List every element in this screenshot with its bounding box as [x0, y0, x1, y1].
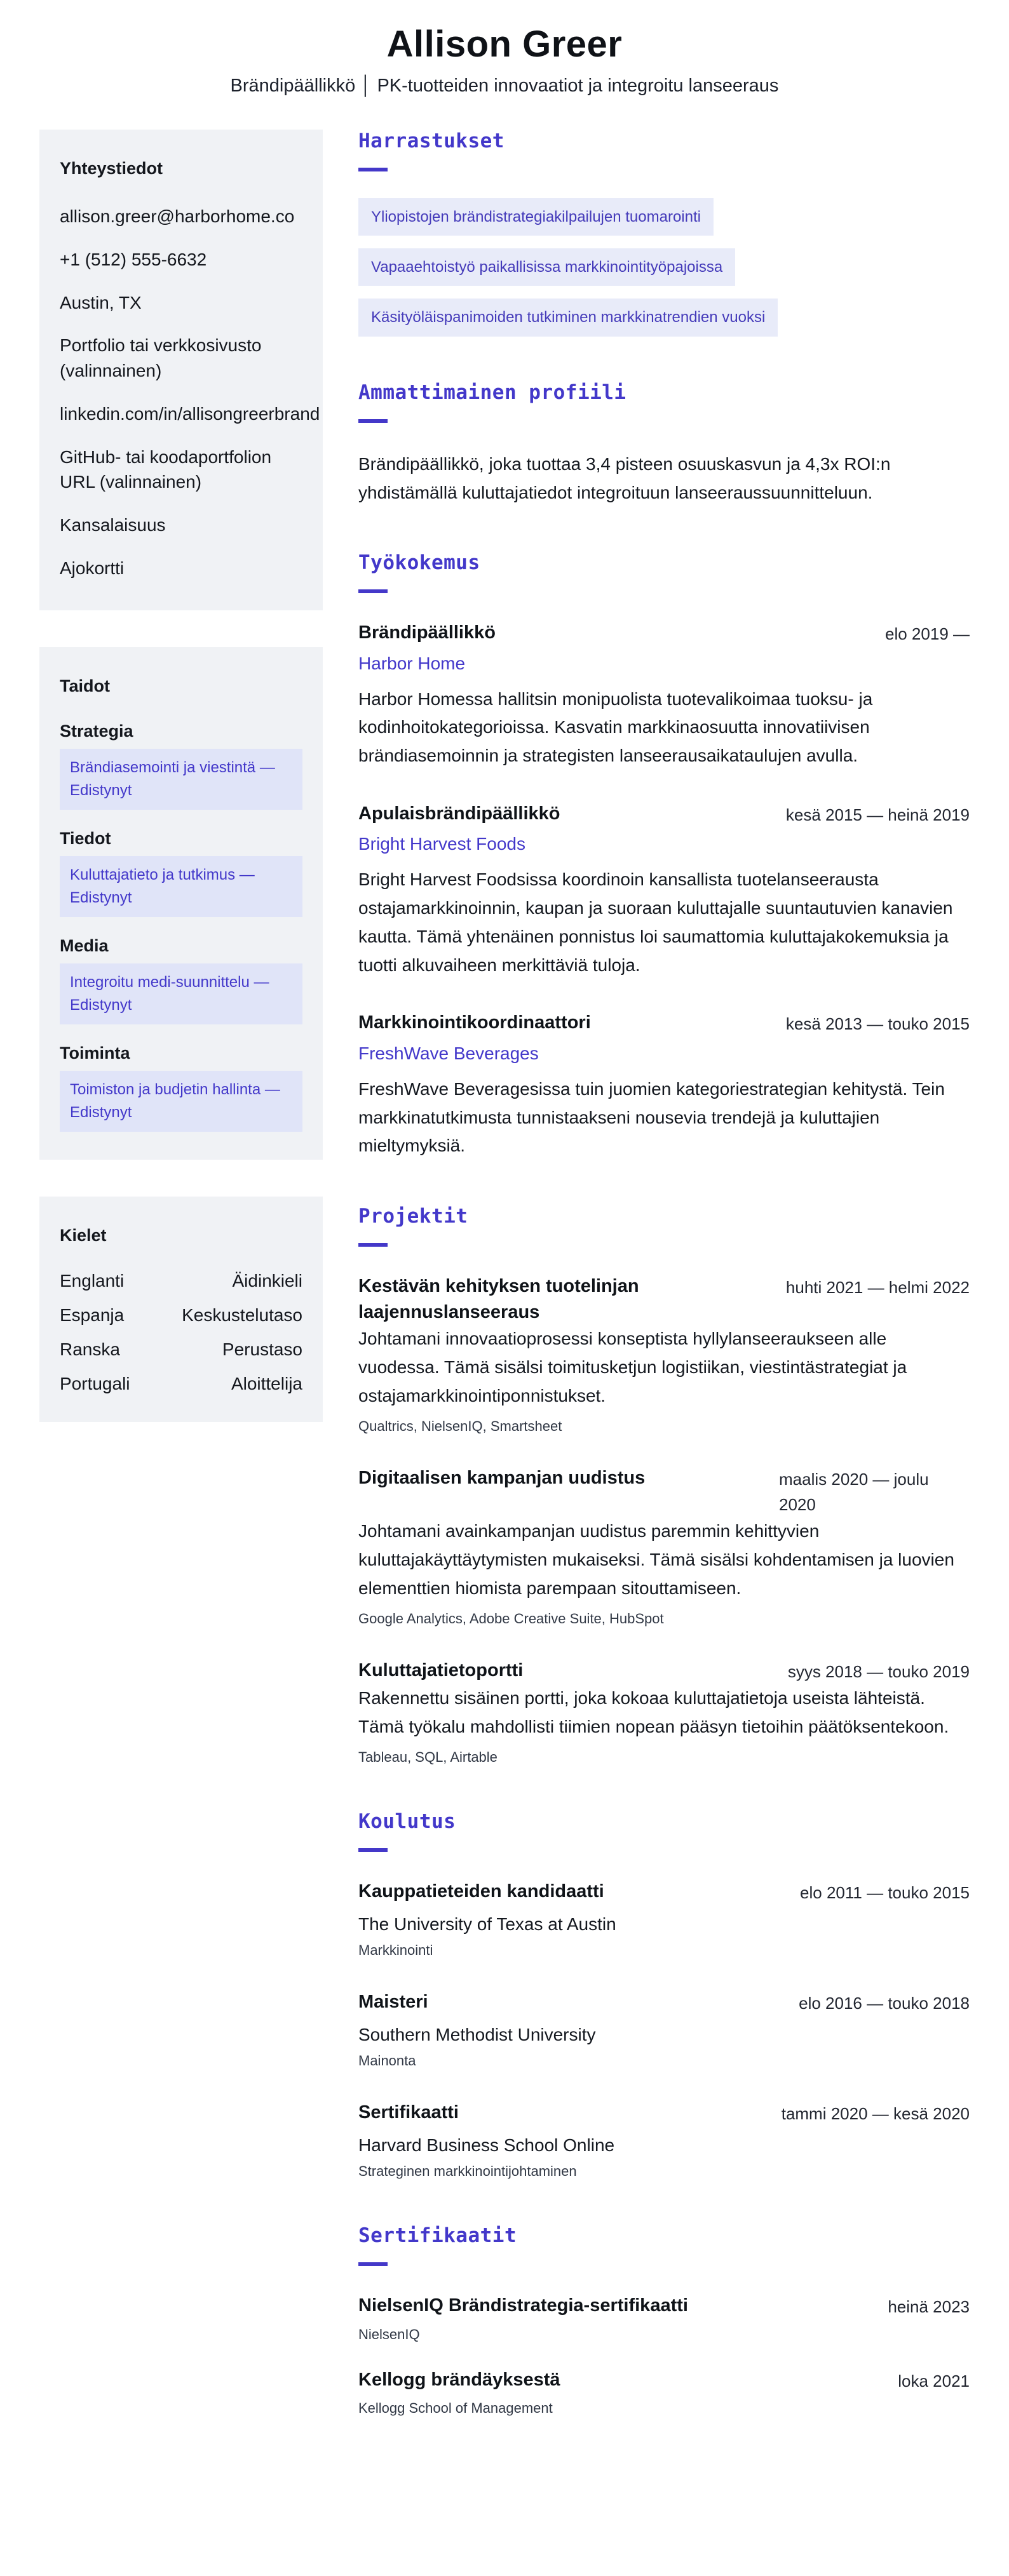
- hobby-pill: Käsityöläispanimoiden tutkiminen markkinatrendien vuoksi: [358, 299, 778, 336]
- resume-header: [0, 23, 1009, 97]
- project-entry: [358, 1273, 970, 1435]
- language-level: Keskustelutaso: [182, 1305, 302, 1325]
- section-underline: [358, 2262, 388, 2266]
- contact-portfolio: Portfolio tai verkkosivusto (valinnainen): [60, 335, 262, 380]
- section-underline: [358, 589, 388, 593]
- language-row: [60, 1374, 302, 1394]
- skill-group: [60, 936, 302, 1024]
- project-description: Johtamani innovaatioprosessi konseptista hyllylanseeraukseen alle vuodessa. Tämä sisälsi toimitusketjun logistiikan, viestintästrategiat ja ostajamarkkinointiponnistukset.: [358, 1329, 907, 1405]
- certification-date: heinä 2023: [888, 2297, 970, 2317]
- contact-phone: +1 (512) 555-6632: [60, 249, 207, 269]
- education-detail: Mainonta: [358, 2053, 416, 2069]
- degree-name: Kauppatieteiden kandidaatti: [358, 1881, 604, 1902]
- project-description: Rakennettu sisäinen portti, joka kokoaa kuluttajatietoja useista lähteistä. Tämä työkalu mahdollisti tiimien nopean pääsyn tietoihin päätöksentekoon.: [358, 1688, 949, 1736]
- education-dates: tammi 2020 — kesä 2020: [781, 2104, 970, 2124]
- job-description: Harbor Homessa hallitsin monipuolista tuotevalikoimaa tuoksu- ja kodinhoitokategorioissa. Kasvatin markkinaosuutta innovatiivisen brändiasemoinnin ja strategisten lanseerausaikataulujen avulla.: [358, 688, 873, 766]
- skill-group-label: Media: [60, 936, 109, 955]
- section-title-hobbies: Harrastukset: [358, 130, 504, 152]
- skill-group-label: Tiedot: [60, 828, 111, 848]
- main-column: [358, 130, 970, 2461]
- languages-title: Kielet: [60, 1225, 107, 1245]
- profile-text: Brändipäällikkö, joka tuottaa 3,4 pisteen osuuskasvun ja 4,3x ROI:n yhdistämällä kuluttajatiedot integroituun lanseeraussuunnitteluun.: [358, 453, 891, 502]
- job-title: Markkinointikoordinaattori: [358, 1012, 591, 1033]
- contact-github: GitHub- tai koodaportfolion URL (valinnainen): [60, 446, 272, 492]
- certification-name: NielsenIQ Brändistrategia-sertifikaatti: [358, 2295, 688, 2316]
- project-title: Digitaalisen kampanjan uudistus: [358, 1467, 646, 1488]
- project-entry-head: [358, 1465, 970, 1518]
- language-row: [60, 1305, 302, 1325]
- job-dates: elo 2019 —: [885, 624, 970, 644]
- sidebar: [39, 130, 323, 1459]
- skill-group: [60, 1043, 302, 1132]
- education-entry: [358, 1879, 970, 1959]
- project-dates: syys 2018 — touko 2019: [787, 1661, 970, 1681]
- language-row: [60, 1271, 302, 1291]
- school-name: Southern Methodist University: [358, 2025, 596, 2045]
- section-underline: [358, 1848, 388, 1852]
- skill-group-label: Toiminta: [60, 1043, 130, 1063]
- certification-issuer: Kellogg School of Management: [358, 2400, 553, 2417]
- skill-group-label: Strategia: [60, 721, 133, 741]
- degree-name: Maisteri: [358, 1991, 428, 2012]
- project-tech: Google Analytics, Adobe Creative Suite, HubSpot: [358, 1610, 664, 1627]
- experience-entry-head: [358, 801, 970, 828]
- section-title-experience: Työkokemus: [358, 551, 480, 575]
- job-title: Apulaisbrändipäällikkö: [358, 803, 560, 824]
- experience-entry-head: [358, 1010, 970, 1036]
- job-dates: kesä 2015 — heinä 2019: [785, 805, 970, 824]
- experience-entry-head: [358, 620, 970, 647]
- candidate-tagline: Brändipäällikkö │ PK-tuotteiden innovaatiot ja integroitu lanseeraus: [230, 76, 779, 96]
- section-underline: [358, 1243, 388, 1247]
- skill-pill: Kuluttajatieto ja tutkimus — Edistynyt: [60, 856, 302, 917]
- experience-entry: [358, 801, 970, 979]
- education-entry-head: [358, 2100, 970, 2126]
- language-level: Aloittelija: [231, 1373, 302, 1393]
- job-description: FreshWave Beveragesissa tuin juomien kategoriestrategian kehitystä. Tein markkinatutkimusta tunnistaakseni nousevia trendejä ja kuluttajien mieltymyksiä.: [358, 1078, 945, 1156]
- section-education: [358, 1810, 970, 2180]
- hobby-pill: Vapaaehtoistyö paikallisissa markkinointityöpajoissa: [358, 248, 735, 286]
- two-column-layout: [0, 130, 1009, 2461]
- skills-title: Taidot: [60, 676, 110, 695]
- certification-entry-head: [358, 2367, 970, 2394]
- education-dates: elo 2016 — touko 2018: [799, 1993, 970, 2013]
- certification-entry: [358, 2367, 970, 2417]
- school-name: Harvard Business School Online: [358, 2135, 615, 2156]
- certification-name: Kellogg brändäyksestä: [358, 2369, 560, 2390]
- job-title: Brändipäällikkö: [358, 622, 496, 643]
- experience-entry: [358, 620, 970, 770]
- project-entry: [358, 1465, 970, 1627]
- skills-box: [39, 647, 323, 1160]
- languages-box: [39, 1197, 323, 1422]
- project-entry: [358, 1658, 970, 1766]
- education-detail: Markkinointi: [358, 1942, 433, 1958]
- contact-location: Austin, TX: [60, 292, 142, 312]
- contact-email: allison.greer@harborhome.co: [60, 206, 295, 226]
- experience-entry: [358, 1010, 970, 1160]
- education-entry: [358, 1989, 970, 2069]
- language-level: Äidinkieli: [232, 1270, 302, 1291]
- job-dates: kesä 2013 — touko 2015: [785, 1014, 970, 1034]
- section-title-projects: Projektit: [358, 1205, 468, 1228]
- company-link[interactable]: Harbor Home: [358, 653, 466, 673]
- language-name: Ranska: [60, 1339, 120, 1359]
- certification-date: loka 2021: [898, 2371, 970, 2391]
- language-row: [60, 1339, 302, 1360]
- certification-entry-head: [358, 2293, 970, 2319]
- project-title: Kuluttajatietoportti: [358, 1660, 524, 1680]
- project-entry-head: [358, 1273, 970, 1325]
- education-entry-head: [358, 1989, 970, 2016]
- section-hobbies: [358, 130, 970, 337]
- section-title-profile: Ammattimainen profiili: [358, 380, 626, 404]
- education-dates: elo 2011 — touko 2015: [800, 1882, 970, 1902]
- section-projects: [358, 1205, 970, 1765]
- section-certifications: [358, 2224, 970, 2417]
- company-link[interactable]: FreshWave Beverages: [358, 1043, 539, 1063]
- certification-entry: [358, 2293, 970, 2342]
- project-title: Kestävän kehityksen tuotelinjan laajennuslanseeraus: [358, 1276, 639, 1322]
- section-underline: [358, 168, 388, 171]
- language-name: Portugali: [60, 1373, 130, 1393]
- skill-group: [60, 829, 302, 917]
- project-description: Johtamani avainkampanjan uudistus paremmin kehittyvien kuluttajakäyttäytymisten mukaiseksi. Tämä sisälsi kohdentamisen ja luovien elementtien hiomista parempaan sitouttamiseen.: [358, 1521, 954, 1598]
- job-description: Bright Harvest Foodsissa koordinoin kansallista tuotelanseerausta ostajamarkkinoinnin, kaupan ja suoraan kuluttajalle suuntautuvien kanavien kautta. Tämä yhtenäinen ponnistus loi saumattomia kuluttajakokemuksia ja tuotti alkuvaiheen merkittäviä tuloja.: [358, 869, 953, 975]
- contact-linkedin: linkedin.com/in/allisongreerbrand: [60, 403, 320, 424]
- project-dates: maalis 2020 — joulu 2020: [779, 1469, 929, 1515]
- candidate-name: Allison Greer: [386, 23, 623, 65]
- certification-issuer: NielsenIQ: [358, 2326, 420, 2342]
- project-tech: Qualtrics, NielsenIQ, Smartsheet: [358, 1418, 562, 1434]
- project-dates: huhti 2021 — helmi 2022: [785, 1278, 970, 1298]
- skill-pill: Toimiston ja budjetin hallinta — Edistynyt: [60, 1071, 302, 1132]
- section-profile: [358, 381, 970, 507]
- contact-box: [39, 130, 323, 610]
- contact-citizenship: Kansalaisuus: [60, 515, 166, 535]
- skill-group: [60, 721, 302, 810]
- contact-title: Yhteystiedot: [60, 159, 163, 178]
- language-name: Espanja: [60, 1305, 125, 1325]
- education-entry-head: [358, 1879, 970, 1905]
- skill-pill: Integroitu medi-suunnittelu — Edistynyt: [60, 963, 302, 1024]
- education-detail: Strateginen markkinointijohtaminen: [358, 2163, 577, 2180]
- company-link[interactable]: Bright Harvest Foods: [358, 834, 525, 854]
- project-tech: Tableau, SQL, Airtable: [358, 1748, 498, 1765]
- skill-pill: Brändiasemointi ja viestintä — Edistynyt: [60, 749, 302, 810]
- language-name: Englanti: [60, 1270, 125, 1291]
- section-title-certifications: Sertifikaatit: [358, 2224, 517, 2248]
- section-title-education: Koulutus: [358, 1809, 456, 1833]
- hobby-pill: Yliopistojen brändistrategiakilpailujen tuomarointi: [358, 198, 714, 236]
- education-entry: [358, 2100, 970, 2180]
- section-underline: [358, 419, 388, 423]
- contact-drivers-license: Ajokortti: [60, 558, 125, 578]
- language-level: Perustaso: [222, 1339, 302, 1359]
- degree-name: Sertifikaatti: [358, 2102, 459, 2123]
- section-experience: [358, 551, 970, 1160]
- project-entry-head: [358, 1658, 970, 1684]
- school-name: The University of Texas at Austin: [358, 1914, 616, 1934]
